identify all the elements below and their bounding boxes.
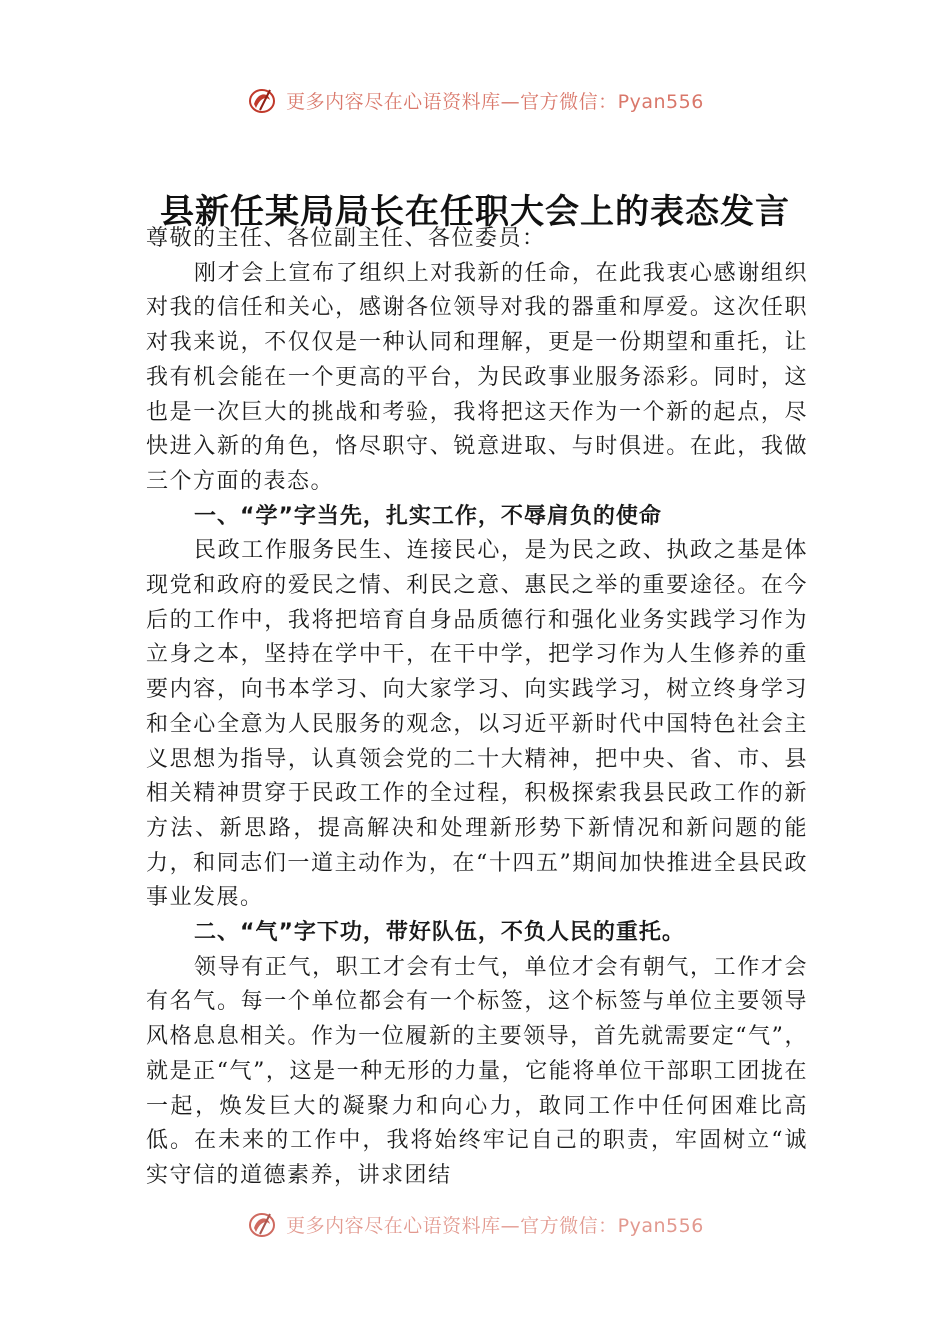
document-body <box>146 222 808 1194</box>
watermark-footer <box>0 1208 950 1240</box>
paragraph: 民政工作服务民生、连接民心，是为民之政、执政之基是体现党和政府的爱民之情、利民之意、惠民之举的重要途径。在今后的工作中，我将把培育自身品质德行和强化业务实践学习作为立身之本，坚持在学中干，在干中学，把学习作为人生修养的重要内容，向书本学习、向大家学习、向实践学习，树立终身学习和全心全意为人民服务的观念，以习近平新时代中国特色社会主义思想为指导，认真领会党的二十大精神，把中央、省、市、县相关精神贯穿于民政工作的全过程，积极探索我县民政工作的新方法、新思路，提高解决和处理新形势下新情况和新问题的能力，和同志们一道主动作为，在“十四五”期间加快推进全县民政事业发展。 <box>146 538 808 911</box>
document-title: 县新任某局局长在任职大会上的表态发言 <box>160 192 790 232</box>
paragraph: 刚才会上宣布了组织上对我新的任命，在此我衷心感谢组织对我的信任和关心，感谢各位领导对我的器重和厚爱。这次任职对我来说，不仅仅是一种认同和理解，更是一份期望和重托，让我有机会能在一个更高的平台，为民政事业服务添彩。同时，这也是一次巨大的挑战和考验，我将把这天作为一个新的起点，尽快进入新的角色，恪尽职守、锐意进取、与时俱进。在此，我做三个方面的表态。 <box>146 260 808 494</box>
salutation: 尊敬的主任、各位副主任、各位委员： <box>146 226 546 251</box>
watermark-logo-icon <box>246 1208 278 1240</box>
watermark-text: 更多内容尽在心语资料库—官方微信：Pyan556 <box>286 1214 704 1237</box>
watermark-logo-icon <box>246 84 278 116</box>
paragraph: 领导有正气，职工才会有士气，单位才会有朝气，工作才会有名气。每一个单位都会有一个标签，这个标签与单位主要领导风格息息相关。作为一位履新的主要领导，首先就需要定“气”，就是正“气”，这是一种无形的力量，它能将单位干部职工团拢在一起，焕发巨大的凝聚力和向心力，敢同工作中任何困难比高低。在未来的工作中，我将始终牢记自己的职责，牢固树立“诚实守信的道德素养，讲求团结 <box>146 954 808 1188</box>
section-heading: 二、“气”字下功，带好队伍，不负人民的重托。 <box>194 920 685 946</box>
section-heading: 一、“学”字当先，扎实工作，不辱肩负的使命 <box>194 503 662 529</box>
watermark-header <box>0 84 950 116</box>
watermark-text: 更多内容尽在心语资料库—官方微信：Pyan556 <box>286 90 704 113</box>
